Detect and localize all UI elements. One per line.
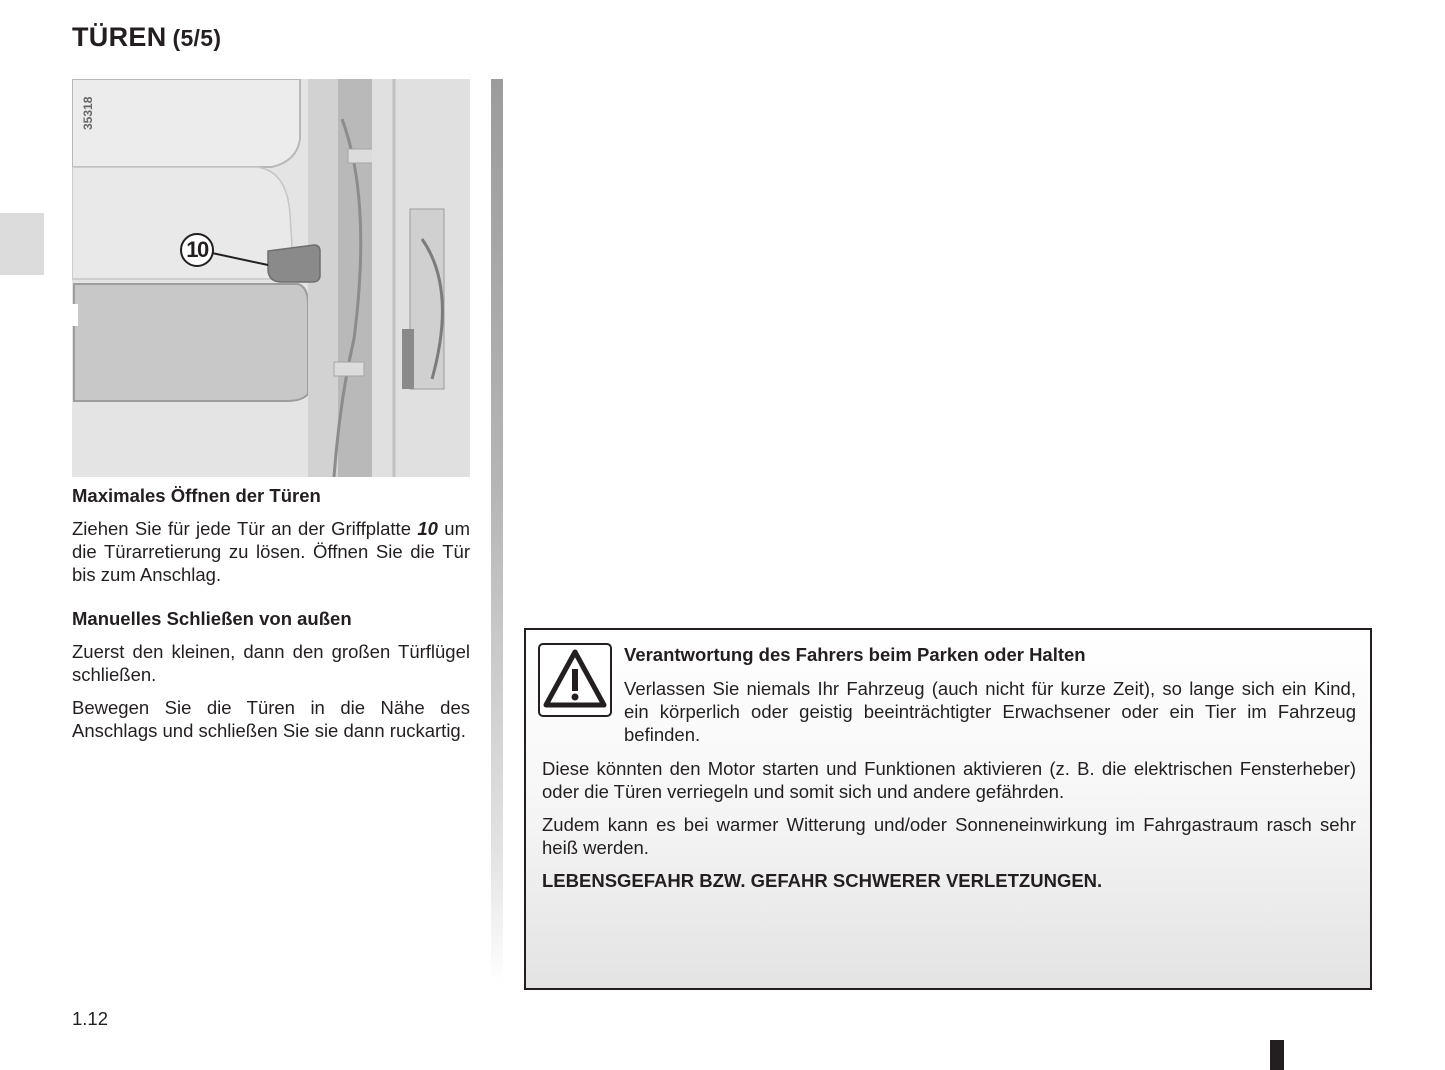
door-photo bbox=[72, 79, 470, 477]
door-photo-drawing bbox=[72, 79, 470, 477]
page-corner-marker bbox=[1270, 1040, 1284, 1070]
handle-reference-number: 10 bbox=[417, 518, 438, 539]
paragraph-close-order: Zuerst den kleinen, dann den großen Türflügel schließen. bbox=[72, 641, 470, 685]
warning-paragraph-never-leave: Verlassen Sie niemals Ihr Fahrzeug (auch nicht für kurze Zeit), so lange sich ein Kind, ein körperlich oder geistig beeinträchtigter Erwachsener oder ein Tier im Fahrzeug befinden. bbox=[624, 678, 1356, 745]
page-subtitle: (5/5) bbox=[172, 25, 222, 51]
paragraph-close-firmly: Bewegen Sie die Türen in die Nähe des Anschlags und schließen Sie sie dann ruckartig. bbox=[72, 697, 470, 741]
heading-manual-closing: Manuelles Schließen von außen bbox=[72, 608, 352, 629]
page-number: 1.12 bbox=[72, 1008, 109, 1029]
section-tab-marker bbox=[0, 213, 44, 275]
callout-badge: 10 bbox=[180, 233, 214, 267]
warning-paragraph-danger: LEBENSGEFAHR BZW. GEFAHR SCHWERER VERLETZUNGEN. bbox=[542, 870, 1103, 891]
page-title bbox=[72, 22, 221, 53]
warning-paragraph-heat: Zudem kann es bei warmer Witterung und/oder Sonneneinwirkung im Fahrgastraum rasch sehr heiß werden. bbox=[542, 814, 1356, 858]
paragraph-release-handle: Ziehen Sie für jede Tür an der Griffplatte 10 um die Türarretierung zu lösen. Öffnen Sie die Tür bis zum Anschlag. bbox=[72, 518, 470, 585]
warning-paragraph-risk: Diese könnten den Motor starten und Funktionen aktivieren (z. B. die elektrischen Fensterheber) oder die Türen verriegeln und somit sich und andere gefährden. bbox=[542, 758, 1356, 802]
left-text-column bbox=[72, 484, 470, 752]
column-divider bbox=[491, 79, 503, 984]
page-title-text: TÜREN bbox=[72, 22, 167, 52]
warning-details bbox=[542, 757, 1356, 902]
warning-triangle-icon bbox=[538, 643, 612, 717]
warning-title: Verantwortung des Fahrers beim Parken oder Halten bbox=[624, 644, 1086, 665]
warning-box bbox=[524, 628, 1372, 990]
figure-reference-code: 35318 bbox=[81, 96, 95, 130]
heading-maximum-opening: Maximales Öffnen der Türen bbox=[72, 485, 321, 506]
